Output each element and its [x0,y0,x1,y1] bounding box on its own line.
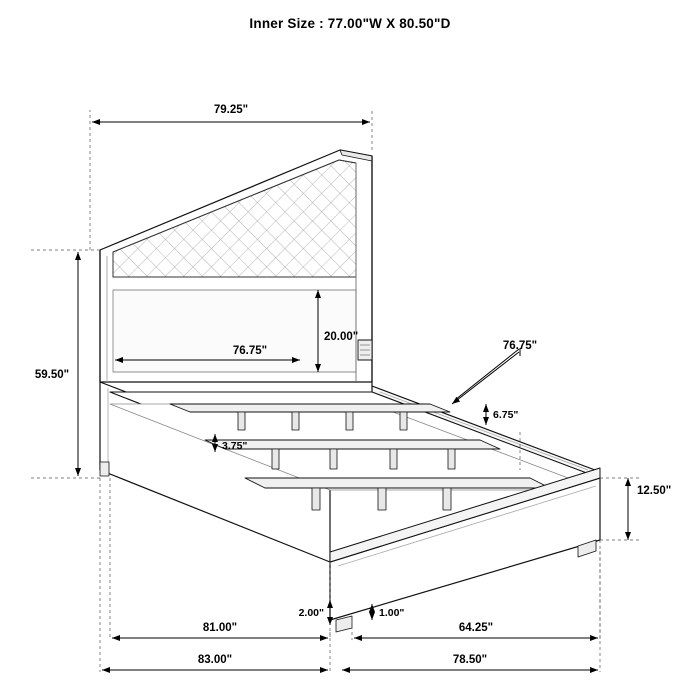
support-leg-8 [448,449,455,469]
label-79-25: 79.25" [213,104,249,116]
bed-illustration [100,150,600,632]
support-leg-6 [330,449,337,469]
support-leg-1 [238,412,245,430]
leader-76-75-b [455,348,520,400]
support-leg-11 [443,488,451,510]
label-76-75-b: 76.75" [502,340,538,352]
label-81-00: 81.00" [202,622,238,634]
support-leg-10 [378,488,386,510]
label-76-75-a: 76.75" [232,345,268,357]
support-leg-5 [272,449,279,469]
page-title: Inner Size : 77.00"W X 80.50"D [249,16,451,31]
label-64-25: 64.25" [458,622,494,634]
leader-76-75-b-arrow [452,352,519,404]
support-leg-3 [346,412,353,430]
foot-left [336,616,352,632]
support-leg-9 [312,488,320,510]
label-1-00: 1.00" [379,607,405,619]
support-leg-4 [400,412,407,430]
support-leg-7 [390,449,397,469]
headboard-foot [100,462,109,476]
label-59-50: 59.50" [34,369,70,381]
support-leg-2 [292,412,299,430]
center-support-beam-2 [205,440,500,449]
label-78-50: 78.50" [452,654,488,666]
label-20-00: 20.00" [324,331,359,343]
label-83-00: 83.00" [197,654,233,666]
label-3-75: 3.75" [222,440,248,452]
center-support-beam [170,404,450,412]
headboard-tufted-inset [113,160,356,277]
label-12-50: 12.50" [637,485,672,497]
label-6-75: 6.75" [493,409,519,421]
center-support-beam-3 [245,478,550,488]
label-2-00: 2.00" [298,607,324,619]
